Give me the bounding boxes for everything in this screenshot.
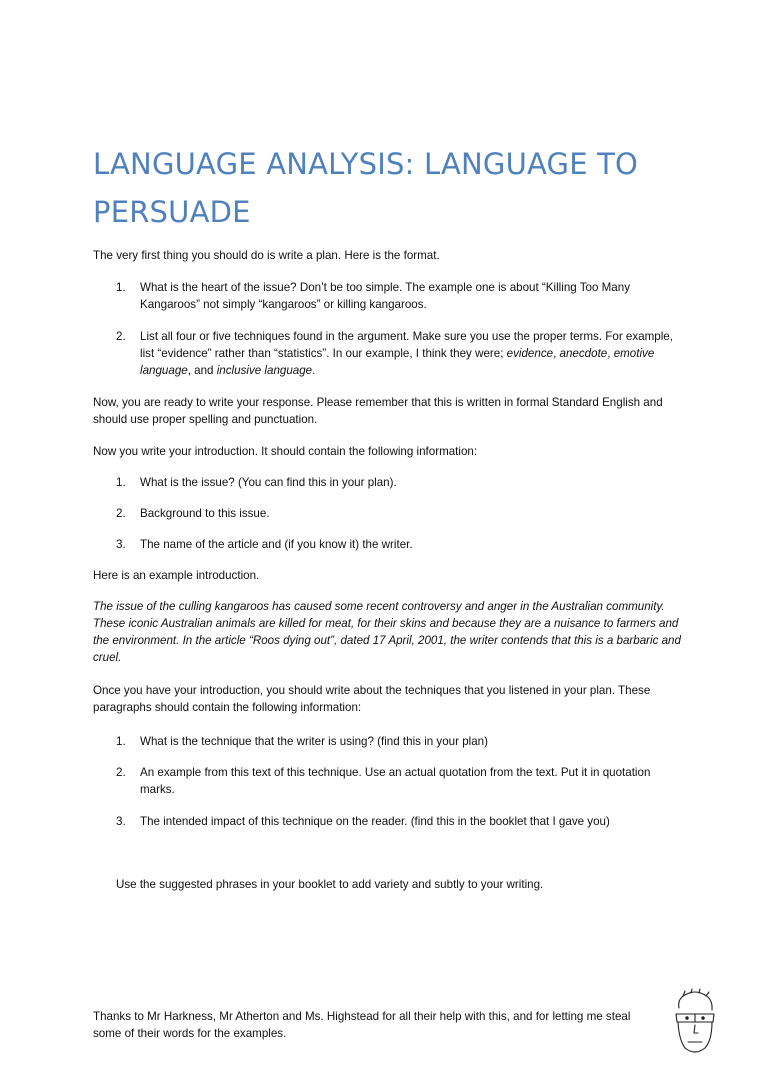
list-text-part: List all four or five techniques found in the argument. Make sure you use the proper terms. For example, list “evidence” rather than “statistics”. In our example, I think they were; xyxy=(140,330,673,360)
intro-item-2 xyxy=(116,505,682,523)
phrases-paragraph: Use the suggested phrases in your booklet to add variety and subtly to your writing. xyxy=(116,878,544,891)
cartoon-face-icon xyxy=(667,988,723,1058)
list-number: 2. xyxy=(116,766,126,779)
thanks-paragraph: Thanks to Mr Harkness, Mr Atherton and Ms. Highstead for all their help with this, and for letting me steal some of their words for the examples. xyxy=(93,1010,631,1040)
list-number: 2. xyxy=(116,507,126,520)
techniques-paragraph: Once you have your introduction, you should write about the techniques that you listened in your plan. These paragraphs should contain the following information: xyxy=(93,684,651,714)
intro-item-3 xyxy=(116,536,682,554)
list-number: 2. xyxy=(116,330,126,343)
list-number: 3. xyxy=(116,815,126,828)
tech-item-3 xyxy=(116,813,682,831)
list-text: What is the heart of the issue? Don’t be too simple. The example one is about “Killing Too Many Kangaroos” not simply “kangaroos” or killing kangaroos. xyxy=(140,281,630,311)
list-number: 3. xyxy=(116,538,126,551)
example-introduction: The issue of the culling kangaroos has caused some recent controversy and anger in the Australian community. These iconic Australian animals are killed for meat, for their skins and because they are a nuisance to farmers and the environment. In the article “Roos dying out”, dated 17 April, 2001, the writer contends that this is a barbaric and cruel. xyxy=(93,600,681,664)
intro-item-1 xyxy=(116,474,682,492)
separator: . xyxy=(312,364,316,377)
tech-item-1 xyxy=(116,733,682,751)
list-text: What is the issue? (You can find this in your plan). xyxy=(140,476,397,489)
plan-item-2 xyxy=(116,328,682,380)
list-number: 1. xyxy=(116,281,126,294)
tech-item-2 xyxy=(116,764,682,800)
page-title: LANGUAGE ANALYSIS: LANGUAGE TO PERSUADE xyxy=(93,147,639,229)
term-anecdote: anecdote xyxy=(559,347,608,360)
ready-paragraph: Now, you are ready to write your response. Please remember that this is written in formal Standard English and should use proper spelling and punctuation. xyxy=(93,396,663,426)
separator: , xyxy=(607,347,614,360)
list-text: The intended impact of this technique on the reader. (find this in the booklet that I gave you) xyxy=(140,815,610,828)
list-text: Background to this issue. xyxy=(140,507,270,520)
plan-item-1 xyxy=(116,279,682,315)
list-number: 1. xyxy=(116,476,126,489)
separator: , and xyxy=(187,364,217,377)
term-emotive-language: emotive language xyxy=(140,347,655,377)
introduction-paragraph: Now you write your introduction. It should contain the following information: xyxy=(93,445,478,458)
intro-paragraph: The very first thing you should do is write a plan. Here is the format. xyxy=(93,249,440,262)
term-inclusive-language: inclusive language xyxy=(216,364,313,377)
list-number: 1. xyxy=(116,735,126,748)
list-text: What is the technique that the writer is using? (find this in your plan) xyxy=(140,735,488,748)
list-text: The name of the article and (if you know it) the writer. xyxy=(140,538,413,551)
term-evidence: evidence xyxy=(506,347,554,360)
list-text: An example from this text of this technique. Use an actual quotation from the text. Put it in quotation marks. xyxy=(140,766,651,796)
example-label: Here is an example introduction. xyxy=(93,569,260,582)
list-text xyxy=(140,328,680,379)
separator: , xyxy=(553,347,560,360)
